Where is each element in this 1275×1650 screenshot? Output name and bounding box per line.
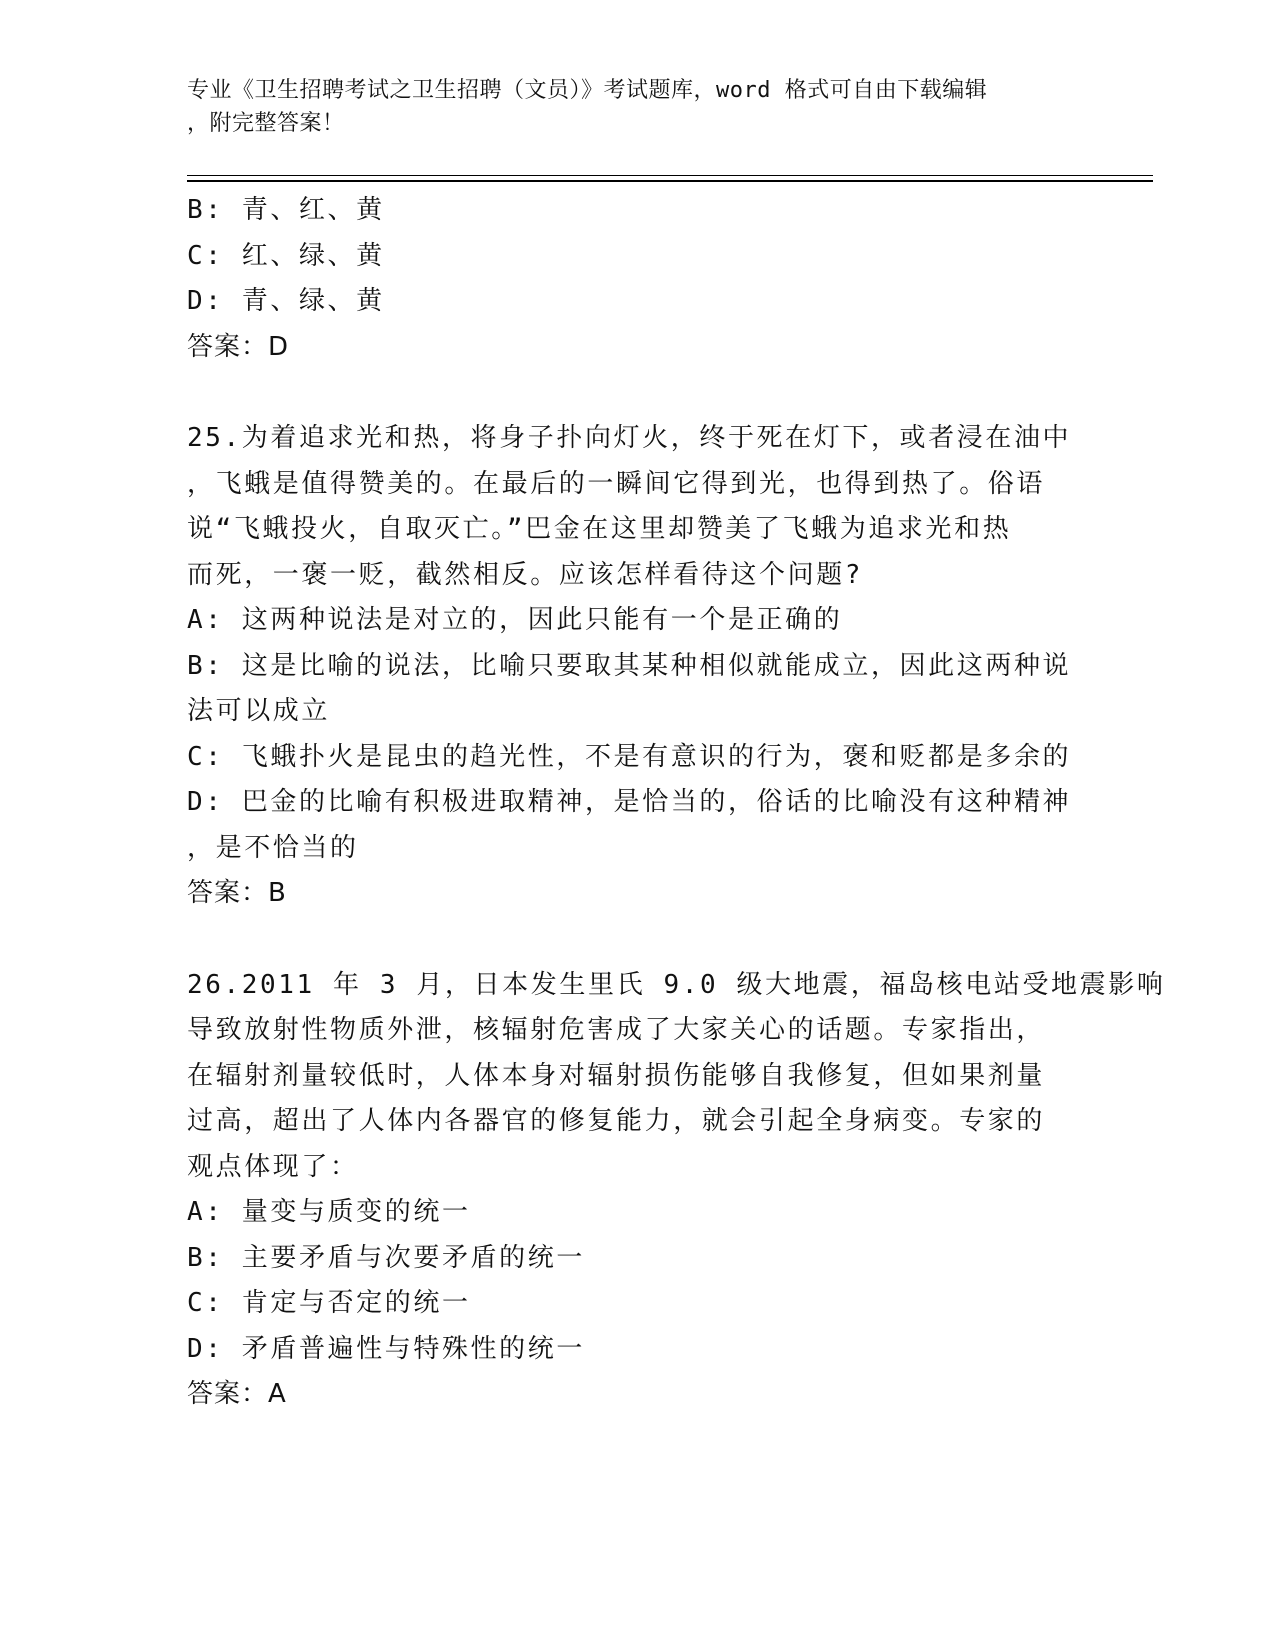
question-stem-line: 在辐射剂量较低时，人体本身对辐射损伤能够自我修复，但如果剂量 [187,1060,1046,1091]
header-line: ，附完整答案！ [187,111,345,136]
question-stem-line: 25.为着追求光和热，将身子扑向灯火，终于死在灯下，或者浸在油中 [187,423,1072,453]
document-body [187,188,1166,1418]
option-line: A: 量变与质变的统一 [187,1197,471,1227]
question-stem-line: ，飞蛾是值得赞美的。在最后的一瞬间它得到光，也得到热了。俗语 [187,468,1046,499]
option-line: C: 肯定与否定的统一 [187,1288,471,1318]
question-stem-line: 26.2011 年 3 月，日本发生里氏 9.0 级大地震，福岛核电站受地震影响 [187,969,1166,1000]
answer-line: 答案：B [187,878,287,908]
option-line: C: 飞蛾扑火是昆虫的趋光性，不是有意识的行为，褒和贬都是多余的 [187,741,1072,772]
answer-line: 答案：D [187,331,290,362]
answer-line: 答案：A [187,1379,287,1409]
question-25 [187,416,1087,917]
question-24-tail [187,188,1087,370]
document-header [187,74,1067,140]
question-stem-line: 观点体现了： [187,1151,359,1182]
option-line: B: 青、红、黄 [187,195,385,225]
option-line: B: 这是比喻的说法，比喻只要取其某种相似就能成立，因此这两种说 [187,650,1072,681]
option-line: D: 矛盾普遍性与特殊性的统一 [187,1333,585,1364]
option-line: D: 青、绿、黄 [187,286,385,316]
question-stem-line: 导致放射性物质外泄，核辐射危害成了大家关心的话题。专家指出， [187,1015,1046,1045]
spacer [187,370,1087,416]
question-stem-line: 说“飞蛾投火，自取灭亡。”巴金在这里却赞美了飞蛾为追求光和热 [187,514,1012,544]
option-line: B: 主要矛盾与次要矛盾的统一 [187,1242,585,1273]
option-line: D: 巴金的比喻有积极进取精神，是恰当的，俗话的比喻没有这种精神 [187,787,1072,817]
option-line: A: 这两种说法是对立的，因此只能有一个是正确的 [187,605,843,635]
header-divider [187,175,1153,176]
question-stem-line: 而死，一褒一贬，截然相反。应该怎样看待这个问题? [187,559,864,590]
question-26 [187,963,1166,1418]
question-stem-line: 过高，超出了人体内各器官的修复能力，就会引起全身病变。专家的 [187,1106,1046,1136]
spacer [187,917,1087,963]
header-line: 专业《卫生招聘考试之卫生招聘（文员）》考试题库，word 格式可自由下载编辑 [187,78,988,103]
option-line: C: 红、绿、黄 [187,240,385,271]
header-divider [187,180,1153,182]
option-line: ，是不恰当的 [187,832,359,863]
option-line: 法可以成立 [187,696,331,726]
